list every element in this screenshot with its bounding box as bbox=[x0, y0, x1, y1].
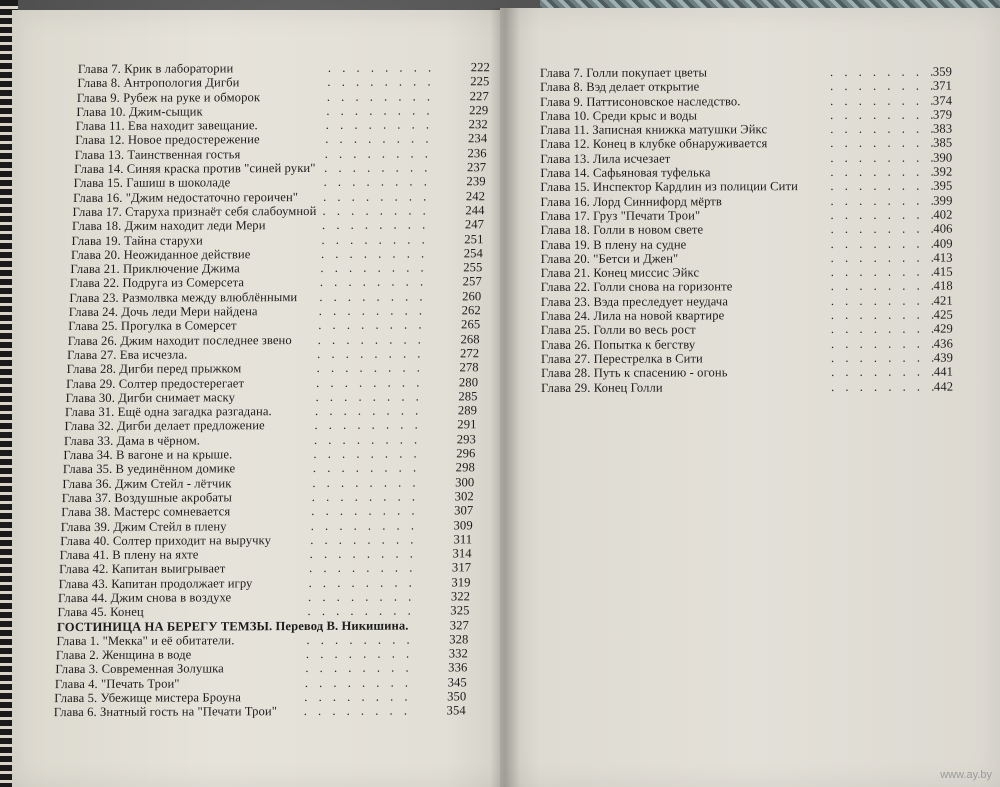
dot-leader: . . . . . . . . bbox=[307, 603, 415, 619]
toc-entry bbox=[541, 236, 961, 252]
dot-leader: . . . . . . . . bbox=[315, 403, 423, 419]
chapter-title: Глава 7. Крик в лаборатории bbox=[77, 61, 234, 77]
page-number: 383 bbox=[932, 121, 953, 136]
dot-leader: . . . . . . . . bbox=[318, 317, 426, 333]
page-number: 232 bbox=[468, 117, 488, 132]
page-number: 399 bbox=[933, 193, 953, 208]
chapter-title: Глава 10. Джим-сыщик bbox=[76, 104, 203, 119]
dot-leader: . . . . . . . . bbox=[321, 232, 429, 247]
dot-leader: . . . . . . . . bbox=[312, 475, 420, 490]
dot-leader: . . . . . . . . bbox=[324, 146, 433, 161]
dot-leader: . . . . . . . . bbox=[830, 350, 939, 365]
page-number: 354 bbox=[446, 703, 466, 718]
chapter-title: Глава 28. Дигби перед прыжком bbox=[66, 361, 242, 377]
chapter-title: Глава 17. Груз "Печати Трои" bbox=[540, 208, 701, 223]
page-number: 268 bbox=[460, 331, 480, 346]
chapter-title: Глава 22. Подруга из Сомерсета bbox=[69, 275, 245, 291]
page-number: 262 bbox=[461, 303, 481, 318]
chapter-title: Глава 16. "Джим недостаточно героичен" bbox=[73, 189, 299, 205]
page-number: 371 bbox=[932, 78, 953, 93]
page-number: 239 bbox=[466, 174, 486, 189]
page-number: 317 bbox=[451, 560, 472, 575]
chapter-title: Глава 26. Попытка к бегству bbox=[540, 337, 696, 352]
page-number: 291 bbox=[457, 417, 477, 432]
toc-entry bbox=[540, 65, 960, 81]
dot-leader: . . . . . . . . bbox=[327, 60, 436, 75]
chapter-title: Глава 13. Таинственная гостья bbox=[74, 147, 241, 162]
page-number: 300 bbox=[455, 474, 475, 489]
dot-leader: . . . . . . . . bbox=[830, 293, 939, 308]
chapter-title: Глава 23. Вэда преследует неудача bbox=[540, 294, 729, 309]
chapter-title: Глава 18. Джим находит леди Мери bbox=[72, 218, 266, 234]
toc-entry bbox=[540, 150, 960, 166]
chapter-title: Глава 22. Голли снова на горизонте bbox=[540, 279, 733, 295]
dot-leader: . . . . . . . . bbox=[316, 375, 424, 390]
page-number: 392 bbox=[933, 164, 953, 179]
page-number: 296 bbox=[456, 446, 476, 461]
page-number: 325 bbox=[450, 603, 470, 618]
dot-leader: . . . . . . . . bbox=[830, 93, 938, 108]
chapter-title: Глава 29. Конец Голли bbox=[541, 380, 663, 395]
book-gutter bbox=[490, 8, 520, 787]
page-number: 385 bbox=[933, 136, 953, 151]
page-number: 390 bbox=[933, 150, 953, 165]
page-number: 234 bbox=[468, 131, 488, 146]
toc-entry bbox=[540, 165, 960, 181]
chapter-title: Глава 1. "Мекка" и её обитатели. bbox=[56, 633, 235, 648]
page-number: 429 bbox=[933, 321, 953, 336]
chapter-title: Глава 11. Записная книжка матушки Эйкс bbox=[540, 122, 768, 138]
chapter-title: Глава 19. В плену на судне bbox=[540, 237, 687, 252]
chapter-title: Глава 9. Рубеж на руке и обморок bbox=[76, 89, 261, 105]
page-number: 402 bbox=[933, 207, 953, 222]
chapter-title: Глава 44. Джим снова в воздухе bbox=[58, 590, 232, 606]
dot-leader: . . . . . . . . bbox=[305, 661, 413, 676]
chapter-title: Глава 29. Солтер предостерегает bbox=[66, 375, 245, 391]
page-number: 302 bbox=[454, 489, 474, 504]
chapter-title: Глава 16. Лорд Синнифорд мёртв bbox=[540, 194, 722, 209]
left-page bbox=[12, 10, 522, 787]
dot-leader: . . . . . . . . bbox=[319, 289, 427, 304]
dot-leader: . . . . . . . . bbox=[830, 178, 938, 194]
page-number: 379 bbox=[932, 107, 953, 122]
page-number: 327 bbox=[449, 617, 470, 632]
chapter-title: Глава 37. Воздушные акробаты bbox=[61, 490, 233, 505]
toc-entry bbox=[541, 293, 961, 309]
toc-entry bbox=[541, 222, 961, 238]
toc-entry bbox=[540, 107, 960, 123]
dot-leader: . . . . . . . . bbox=[303, 703, 412, 719]
page-number: 236 bbox=[467, 145, 487, 161]
dot-leader: . . . . . . . . bbox=[311, 503, 419, 519]
chapter-title: Глава 36. Джим Стейл - лётчик bbox=[62, 475, 232, 491]
page-number: 309 bbox=[453, 517, 473, 532]
page-number: 272 bbox=[459, 346, 480, 361]
dot-leader: . . . . . . . . bbox=[309, 560, 417, 576]
dot-leader: . . . . . . . . bbox=[323, 189, 431, 204]
dot-leader: . . . . . . . . bbox=[311, 489, 420, 504]
chapter-title: Глава 20. "Бетси и Джен" bbox=[540, 251, 679, 266]
dot-leader: . . . . . . . . bbox=[830, 164, 938, 180]
dot-leader: . . . . . . . . bbox=[830, 150, 938, 165]
page-number: 439 bbox=[933, 350, 954, 365]
dot-leader: . . . . . . . . bbox=[830, 336, 939, 351]
chapter-title: Глава 30. Дигби снимает маску bbox=[65, 390, 236, 405]
chapter-title: Глава 17. Старуха признаёт себя слабоумной bbox=[72, 203, 317, 219]
dot-leader: . . . . . . . . bbox=[829, 64, 938, 79]
chapter-title: Глава 10. Среди крыс и воды bbox=[540, 108, 698, 123]
chapter-title: Глава 13. Лила исчезает bbox=[540, 151, 671, 166]
chapter-title: Глава 42. Капитан выигрывает bbox=[59, 561, 226, 577]
dot-leader: . . . . . . . . bbox=[323, 174, 431, 190]
dot-leader: . . . . . . . . bbox=[830, 78, 938, 94]
chapter-title: Глава 40. Солтер приходит на выручку bbox=[60, 532, 272, 548]
dot-leader: . . . . . . . . bbox=[831, 379, 939, 394]
dot-leader: . . . . . . . . bbox=[327, 74, 435, 90]
toc-entry bbox=[541, 365, 961, 381]
dot-leader: . . . . . . . . bbox=[830, 264, 938, 280]
chapter-title: Глава 41. В плену на яхте bbox=[59, 547, 199, 563]
toc-entry bbox=[540, 208, 960, 224]
chapter-title: Глава 3. Современная Золушка bbox=[55, 661, 224, 677]
dot-leader: . . . . . . . . bbox=[308, 589, 416, 604]
chapter-title: Глава 31. Ещё одна загадка разгадана. bbox=[65, 404, 272, 420]
page-number: 413 bbox=[933, 250, 953, 265]
dot-leader: . . . . . . . . bbox=[830, 207, 938, 222]
dot-leader: . . . . . . . . bbox=[305, 646, 414, 662]
chapter-title: Глава 24. Дочь леди Мери найдена bbox=[68, 304, 258, 320]
watermark: www.ay.by bbox=[940, 769, 992, 781]
toc-entry bbox=[54, 704, 494, 720]
toc-entry bbox=[540, 122, 960, 138]
page-number: 298 bbox=[455, 460, 475, 475]
chapter-title: Глава 12. Новое предостережение bbox=[75, 132, 260, 148]
dot-leader: . . . . . . . . bbox=[312, 460, 421, 476]
page-number: 280 bbox=[458, 374, 479, 389]
page-number: 237 bbox=[466, 160, 487, 175]
toc-entry bbox=[541, 265, 961, 281]
page-number: 350 bbox=[447, 689, 467, 704]
chapter-title: Глава 2. Женщина в воде bbox=[55, 647, 192, 663]
dot-leader: . . . . . . . . bbox=[830, 321, 939, 337]
toc-entry bbox=[540, 193, 960, 209]
section-heading: ГОСТИНИЦА НА БЕРЕГУ ТЕМЗЫ. Перевод В. Никишина. bbox=[56, 618, 409, 634]
page-number: 229 bbox=[469, 103, 489, 118]
page-number: 359 bbox=[932, 64, 953, 79]
dot-leader: . . . . . . . . bbox=[830, 221, 938, 237]
toc-entry bbox=[540, 136, 960, 152]
dot-leader: . . . . . . . . bbox=[306, 632, 414, 647]
chapter-title: Глава 6. Знатный гость на "Печати Трои" bbox=[53, 704, 278, 720]
dot-leader: . . . . . . . . bbox=[322, 217, 430, 233]
dot-leader: . . . . . . . . bbox=[313, 446, 421, 461]
dot-leader: . . . . . . . . bbox=[830, 193, 938, 208]
chapter-title: Глава 20. Неожиданное действие bbox=[70, 247, 251, 262]
toc-entry bbox=[541, 322, 961, 338]
page-number: 415 bbox=[933, 264, 953, 279]
chapter-title: Глава 33. Дама в чёрном. bbox=[63, 433, 201, 448]
dot-leader: . . . . . . . . bbox=[310, 518, 419, 533]
chapter-title: Глава 26. Джим находит последнее звено bbox=[67, 332, 292, 348]
dot-leader: . . . . . . . . bbox=[830, 107, 938, 122]
chapter-title: Глава 23. Размолвка между влюблёнными bbox=[69, 289, 298, 305]
dot-leader: . . . . . . . . bbox=[319, 274, 428, 290]
dot-leader: . . . . . . . . bbox=[830, 279, 939, 294]
table-of-contents-left bbox=[53, 60, 498, 720]
dot-leader: . . . . . . . . bbox=[830, 121, 938, 137]
toc-entry bbox=[541, 350, 961, 366]
chapter-title: Глава 32. Дигби делает предложение bbox=[64, 418, 265, 434]
chapter-title: Глава 21. Приключение Джима bbox=[70, 261, 240, 277]
chapter-title: Глава 14. Сафьяновая туфелька bbox=[540, 165, 711, 181]
page-number: 293 bbox=[456, 431, 477, 447]
page-number: 251 bbox=[464, 231, 484, 246]
page-number: 418 bbox=[933, 279, 953, 294]
page-number: 406 bbox=[933, 221, 953, 236]
page-number: 442 bbox=[933, 379, 954, 394]
toc-entry bbox=[541, 336, 961, 352]
dot-leader: . . . . . . . . bbox=[315, 389, 423, 404]
chapter-title: Глава 5. Убежище мистера Броуна bbox=[54, 690, 242, 706]
dot-leader: . . . . . . . . bbox=[324, 160, 432, 176]
chapter-title: Глава 8. Антропология Дигби bbox=[77, 75, 240, 91]
chapter-title: Глава 18. Голли в новом свете bbox=[540, 222, 704, 238]
chapter-title: Глава 15. Инспектор Кардлин из полиции Сити bbox=[540, 179, 798, 195]
dot-leader: . . . . . . . . bbox=[309, 546, 417, 562]
dot-leader: . . . . . . . . bbox=[308, 575, 416, 590]
dot-leader: . . . . . . . . bbox=[318, 303, 427, 319]
right-page bbox=[500, 8, 1000, 787]
page-number: 260 bbox=[462, 288, 482, 304]
chapter-title: Глава 45. Конец bbox=[57, 605, 144, 620]
toc-entry bbox=[540, 93, 960, 109]
page-number: 336 bbox=[448, 660, 468, 675]
chapter-title: Глава 25. Голли во весь рост bbox=[540, 322, 696, 338]
toc-entry bbox=[540, 79, 960, 95]
chapter-title: Глава 12. Конец в клубке обнаруживается bbox=[540, 136, 768, 152]
chapter-title: Глава 8. Вэд делает открытие bbox=[540, 79, 700, 95]
dot-leader: . . . . . . . . bbox=[313, 432, 422, 447]
page-number: 255 bbox=[463, 260, 483, 275]
dot-leader: . . . . . . . . bbox=[316, 360, 424, 376]
chapter-title: Глава 43. Капитан продолжает игру bbox=[58, 575, 253, 591]
dot-leader: . . . . . . . . bbox=[314, 417, 422, 433]
chapter-title: Глава 27. Ева исчезла. bbox=[67, 347, 188, 362]
page-number: 257 bbox=[462, 274, 482, 289]
page-number: 247 bbox=[464, 217, 485, 232]
dot-leader: . . . . . . . . bbox=[317, 332, 426, 347]
toc-entry bbox=[540, 179, 960, 195]
dot-leader: . . . . . . . . bbox=[304, 689, 412, 705]
page-number: 319 bbox=[451, 574, 471, 590]
chapter-title: Глава 39. Джим Стейл в плену bbox=[60, 518, 227, 534]
dot-leader: . . . . . . . . bbox=[831, 364, 939, 380]
page-number: 322 bbox=[450, 589, 471, 604]
dot-leader: . . . . . . . . bbox=[830, 236, 938, 251]
chapter-title: Глава 27. Перестрелка в Сити bbox=[540, 351, 703, 366]
page-number: 222 bbox=[470, 60, 490, 75]
chapter-title: Глава 35. В уединённом домике bbox=[62, 461, 236, 477]
page-number: 225 bbox=[470, 74, 490, 89]
chapter-title: Глава 24. Лила на новой квартире bbox=[540, 308, 725, 324]
chapter-title: Глава 25. Прогулка в Сомерсет bbox=[68, 318, 237, 334]
page-number: 441 bbox=[933, 364, 954, 379]
chapter-title: Глава 19. Тайна старухи bbox=[71, 233, 203, 248]
page-number: 265 bbox=[461, 317, 481, 332]
dot-leader: . . . . . . . . bbox=[830, 307, 939, 323]
chapter-title: Глава 9. Паттисоновское наследство. bbox=[540, 93, 741, 109]
dot-leader: . . . . . . . . bbox=[310, 532, 418, 547]
page-number: 307 bbox=[454, 503, 474, 518]
toc-entry bbox=[541, 308, 961, 324]
chapter-title: Глава 34. В вагоне и на крыше. bbox=[63, 447, 233, 463]
page-number: 395 bbox=[933, 178, 953, 194]
dot-leader: . . . . . . . . bbox=[830, 250, 938, 265]
dot-leader: . . . . . . . . bbox=[322, 203, 430, 218]
chapter-title: Глава 28. Путь к спасению - огонь bbox=[541, 365, 728, 381]
page-number: 311 bbox=[453, 532, 473, 547]
page-number: 254 bbox=[463, 246, 484, 261]
chapter-title: Глава 11. Ева находит завещание. bbox=[75, 118, 258, 134]
page-number: 332 bbox=[448, 646, 468, 661]
table-of-contents-right bbox=[540, 65, 961, 395]
dot-leader: . . . . . . . . bbox=[320, 260, 428, 276]
dot-leader: . . . . . . . . bbox=[325, 131, 433, 147]
page-number: 244 bbox=[465, 203, 485, 218]
dot-leader: . . . . . . . . bbox=[317, 346, 425, 361]
page-number: 242 bbox=[465, 188, 486, 203]
page-number: 425 bbox=[933, 307, 953, 322]
chapter-title: Глава 15. Гашиш в шоколаде bbox=[73, 175, 231, 191]
dot-leader: . . . . . . . . bbox=[325, 117, 434, 133]
chapter-title: Глава 21. Конец миссис Эйкс bbox=[540, 265, 700, 281]
dot-leader: . . . . . . . . bbox=[326, 103, 434, 118]
toc-entry bbox=[541, 379, 961, 395]
dot-leader: . . . . . . . . bbox=[320, 246, 429, 261]
page-number: 289 bbox=[457, 403, 478, 418]
page-number: 278 bbox=[459, 360, 479, 375]
page-number: 227 bbox=[469, 88, 489, 103]
dot-leader: . . . . . . . . bbox=[326, 89, 435, 104]
page-number: 436 bbox=[933, 336, 953, 351]
toc-entry bbox=[541, 279, 961, 295]
page-number: 314 bbox=[452, 546, 472, 561]
page-number: 409 bbox=[933, 236, 953, 251]
page-number: 374 bbox=[932, 93, 953, 108]
toc-entry bbox=[541, 250, 961, 266]
dot-leader: . . . . . . . . bbox=[830, 136, 938, 151]
chapter-title: Глава 7. Голли покупает цветы bbox=[540, 65, 708, 80]
page-number: 421 bbox=[933, 293, 953, 308]
chapter-title: Глава 38. Мастерс сомневается bbox=[61, 504, 231, 520]
page-number: 345 bbox=[447, 675, 467, 690]
dot-leader: . . . . . . . . bbox=[304, 675, 413, 690]
page-number: 328 bbox=[449, 632, 469, 647]
chapter-title: Глава 14. Синяя краска против "синей руки" bbox=[74, 161, 316, 177]
chapter-title: Глава 4. "Печать Трои" bbox=[54, 676, 180, 691]
page-number: 285 bbox=[458, 389, 478, 404]
